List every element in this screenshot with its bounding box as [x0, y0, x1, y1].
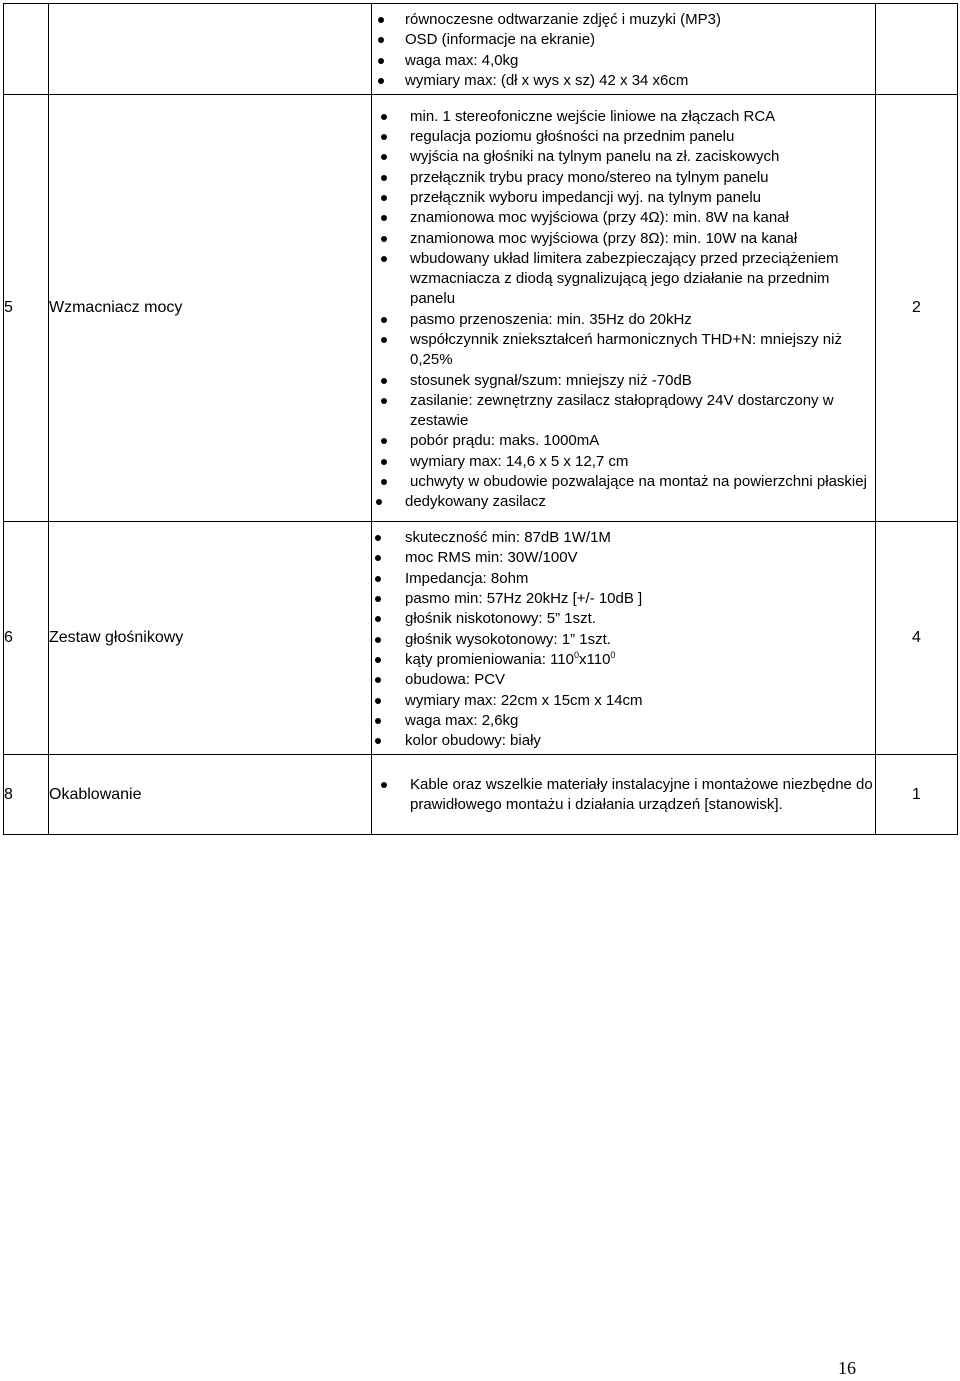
spec-item: wbudowany układ limitera zabezpieczający przed przeciążeniem wzmacniacza z diodą sygnalizującą jego działanie na przednim panelu: [372, 249, 875, 310]
page-number: 16: [838, 1358, 856, 1378]
item-name: Okablowanie: [49, 755, 372, 835]
spec-item: kolor obudowy: biały: [372, 731, 875, 751]
spec-item: równoczesne odtwarzanie zdjęć i muzyki (MP3): [372, 10, 875, 30]
spec-item: przełącznik trybu pracy mono/stereo na tylnym panelu: [372, 168, 875, 188]
item-name: Zestaw głośnikowy: [49, 522, 372, 755]
spec-item: OSD (informacje na ekranie): [372, 30, 875, 50]
spec-text: kąty promieniowania: 110: [405, 650, 574, 668]
item-name: [49, 4, 372, 95]
table-row: [4, 95, 958, 522]
spec-item: pobór prądu: maks. 1000mA: [372, 431, 875, 451]
spec-list: [372, 522, 875, 754]
spec-item: stosunek sygnał/szum: mniejszy niż -70dB: [372, 371, 875, 391]
spec-list: [372, 101, 875, 516]
spec-list: [372, 4, 875, 94]
item-quantity: [876, 4, 958, 95]
spec-item: waga max: 2,6kg: [372, 711, 875, 731]
spec-item: pasmo min: 57Hz 20kHz [+/- 10dB ]: [372, 589, 875, 609]
spec-item: przełącznik wyboru impedancji wyj. na tylnym panelu: [372, 188, 875, 208]
spec-item: wymiary max: 22cm x 15cm x 14cm: [372, 691, 875, 711]
superscript: 0: [573, 649, 579, 660]
spec-item: głośnik niskotonowy: 5” 1szt.: [372, 609, 875, 629]
specification-table: [3, 3, 958, 835]
row-number: 5: [4, 95, 49, 522]
spec-item: wyjścia na głośniki na tylnym panelu na zł. zaciskowych: [372, 147, 875, 167]
spec-item: moc RMS min: 30W/100V: [372, 548, 875, 568]
item-spec-cell: [372, 755, 876, 835]
spec-item: wymiary max: (dł x wys x sz) 42 x 34 x6cm: [372, 71, 875, 91]
item-spec-cell: [372, 522, 876, 755]
superscript: 0: [610, 649, 616, 660]
spec-item: dedykowany zasilacz: [372, 492, 875, 512]
row-number: 6: [4, 522, 49, 755]
item-quantity: 2: [876, 95, 958, 522]
spec-item: pasmo przenoszenia: min. 35Hz do 20kHz: [372, 310, 875, 330]
item-quantity: 1: [876, 755, 958, 835]
spec-item: obudowa: PCV: [372, 670, 875, 690]
spec-item: zasilanie: zewnętrzny zasilacz stałoprądowy 24V dostarczony w zestawie: [372, 391, 875, 432]
item-quantity: 4: [876, 522, 958, 755]
spec-item: skuteczność min: 87dB 1W/1M: [372, 528, 875, 548]
spec-item: znamionowa moc wyjściowa (przy 4Ω): min. 8W na kanał: [372, 208, 875, 228]
table-row: [4, 755, 958, 835]
spec-item: znamionowa moc wyjściowa (przy 8Ω): min. 10W na kanał: [372, 229, 875, 249]
spec-item: współczynnik zniekształceń harmonicznych THD+N: mniejszy niż 0,25%: [372, 330, 875, 371]
row-number: [4, 4, 49, 95]
table-row: [4, 4, 958, 95]
spec-list: [372, 763, 875, 828]
item-spec-cell: [372, 95, 876, 522]
spec-item: uchwyty w obudowie pozwalające na montaż na powierzchni płaskiej: [372, 472, 875, 492]
row-number: 8: [4, 755, 49, 835]
spec-item: regulacja poziomu głośności na przednim panelu: [372, 127, 875, 147]
spec-item: waga max: 4,0kg: [372, 51, 875, 71]
spec-item: głośnik wysokotonowy: 1” 1szt.: [372, 630, 875, 650]
spec-item: [372, 650, 875, 670]
item-name: Wzmacniacz mocy: [49, 95, 372, 522]
spec-item: Kable oraz wszelkie materiały instalacyjne i montażowe niezbędne do prawidłowego montażu i działania urządzeń [stanowisk].: [372, 775, 875, 816]
spec-item: min. 1 stereofoniczne wejście liniowe na złączach RCA: [372, 107, 875, 127]
spec-text: x110: [579, 650, 611, 668]
spec-item: Impedancja: 8ohm: [372, 569, 875, 589]
spec-item: wymiary max: 14,6 x 5 x 12,7 cm: [372, 452, 875, 472]
table-row: [4, 522, 958, 755]
item-spec-cell: [372, 4, 876, 95]
